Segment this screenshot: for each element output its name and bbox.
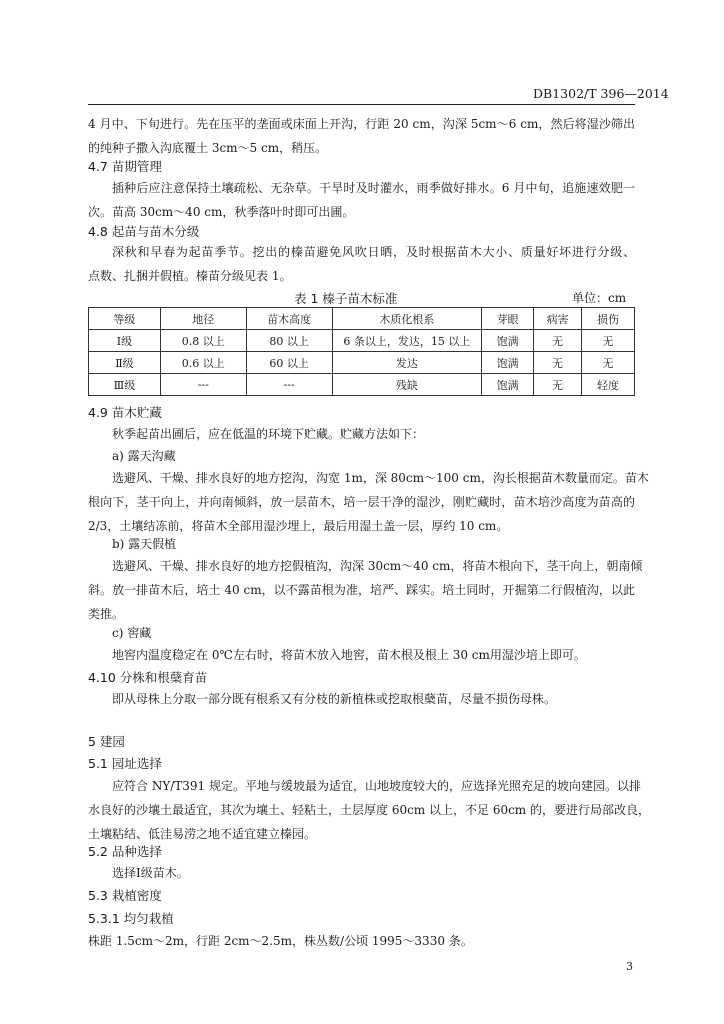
section-4-8-title: 4.8 起苗与苗木分级 (88, 224, 200, 239)
subsection-b-title: b) 露天假植 (112, 537, 177, 551)
table-cell: 无 (534, 330, 582, 352)
paragraph-5-1 (88, 774, 650, 846)
subsection-c-title: c) 窖藏 (112, 626, 152, 640)
table-cell: 无 (534, 352, 582, 374)
table-unit: 单位：cm (572, 291, 627, 305)
table-cell: 发达 (332, 352, 482, 374)
section-4-9-title: 4.9 苗木贮藏 (88, 405, 162, 420)
document-number: DB1302/T 396—2014 (533, 86, 669, 101)
table-cell: 饱满 (482, 352, 534, 374)
paragraph-sowing (88, 112, 635, 160)
text-line: 2/3，土壤结冻前，将苗木全部用湿沙埋上，最后用湿土盖一层，厚约 10 cm。 (88, 519, 509, 533)
page-number: 3 (626, 960, 633, 973)
text-line: 选避风、干燥、排水良好的地方挖假植沟，沟深 30cm～40 cm，将苗木根向下，茎干向上，朝南倾 (112, 559, 643, 573)
section-5-title: 5 建园 (88, 734, 125, 749)
table-cell: Ⅲ级 (89, 374, 161, 396)
section-4-10-title: 4.10 分株和根蘖育苗 (88, 670, 208, 685)
table-cell: 0.6 以上 (160, 352, 246, 374)
text-line: 水良好的沙壤土最适宜，其次为壤土、轻粘土，土层厚度 60cm 以上，不足 60cm 的，要进行局部改良， (88, 803, 650, 817)
paragraph-4-10 (88, 687, 635, 711)
table-cell: 无 (582, 330, 635, 352)
text-line: 土壤粘结、低洼易涝之地不适宜建立榛园。 (88, 827, 317, 841)
table-header-cell: 病害 (534, 308, 582, 330)
section-5-2-title: 5.2 品种选择 (88, 844, 162, 859)
text-line: 选择Ⅰ级苗木。 (112, 866, 189, 880)
text-line: 应符合 NY/T391 规定。平地与缓坡最为适宜，山地坡度较大的，应选择光照充足的坡向建园。以排 (112, 779, 642, 793)
paragraph-b (88, 554, 643, 626)
table-caption: 表 1 榛子苗木标准 (294, 291, 398, 306)
table-header-cell: 木质化根系 (332, 308, 482, 330)
paragraph-a (88, 466, 649, 538)
table-header-cell: 等级 (89, 308, 161, 330)
table-row (89, 330, 635, 352)
table-cell: 残缺 (332, 374, 482, 396)
text-line: 深秋和早春为起苗季节。挖出的榛苗避免风吹日晒，及时根据苗木大小、质量好坏进行分级、 (112, 245, 635, 259)
text-line: 选避风、干燥、排水良好的地方挖沟，沟宽 1m，深 80cm～100 cm，沟长根据苗木数量而定。苗木 (112, 471, 649, 485)
text-line: 即从母株上分取一部分既有根系又有分枝的新植株或挖取根蘖苗，尽量不损伤母株。 (112, 692, 557, 706)
paragraph-c (88, 643, 635, 667)
table-cell: 饱满 (482, 374, 534, 396)
table-cell: 饱满 (482, 330, 534, 352)
text-line: 株距 1.5cm～2m，行距 2cm～2.5m，株丛数/公顷 1995～3330 条。 (88, 934, 473, 948)
text-line: 地窖内温度稳定在 0℃左右时，将苗木放入地窖，苗木根及根上 30 cm用湿沙培上即可。 (112, 648, 586, 662)
table-header-row (89, 308, 635, 330)
table-cell: 无 (582, 352, 635, 374)
text-line: 插种后应注意保持土壤疏松、无杂草。干旱时及时灌水，雨季做好排水。6 月中旬，追施速效肥一 (112, 181, 635, 195)
text-line: 的纯种子撒入沟底覆土 3cm～5 cm，稍压。 (88, 141, 328, 155)
paragraph-4-8 (88, 240, 635, 288)
table-cell: 0.8 以上 (160, 330, 246, 352)
text-line: 4 月中、下旬进行。先在压平的垄面或床面上开沟，行距 20 cm，沟深 5cm～6 cm，然后将湿沙筛出 (88, 117, 635, 131)
table-cell: 80 以上 (246, 330, 332, 352)
table-header-cell: 芽眼 (482, 308, 534, 330)
header-rule (88, 104, 635, 105)
table-cell: 60 以上 (246, 352, 332, 374)
section-5-3-1-title: 5.3.1 均匀栽植 (88, 911, 174, 926)
section-5-1-title: 5.1 园址选择 (88, 756, 162, 771)
text-line: 秋季起苗出圃后，应在低温的环境下贮藏。贮藏方法如下： (112, 427, 425, 441)
text-line: 类推。 (88, 607, 125, 621)
table-cell: 6 条以上，发达，15 以上 (332, 330, 482, 352)
table-header-cell: 地径 (160, 308, 246, 330)
paragraph-5-3-1 (88, 929, 635, 953)
paragraph-5-2 (88, 861, 635, 885)
text-line: 次。苗高 30cm～40 cm，秋季落叶时即可出圃。 (88, 205, 355, 219)
table-cell: Ⅱ级 (89, 352, 161, 374)
table-row (89, 374, 635, 396)
table-cell: --- (246, 374, 332, 396)
table-cell: 轻度 (582, 374, 635, 396)
text-line: 点数、扎捆并假植。榛苗分级见表 1。 (88, 269, 292, 283)
section-4-7-title: 4.7 苗期管理 (88, 159, 162, 174)
subsection-a-title: a) 露天沟藏 (112, 449, 176, 463)
table-header-cell: 苗木高度 (246, 308, 332, 330)
paragraph-4-7 (88, 176, 635, 224)
seedling-standard-table (88, 307, 635, 396)
table-cell: --- (160, 374, 246, 396)
text-line: 斜。放一排苗木后，培土 40 cm，以不露苗根为准，培严、踩实。培土同时，开掘第二行假植沟，以此 (88, 583, 635, 597)
table-cell: Ⅰ级 (89, 330, 161, 352)
table-header-cell: 损伤 (582, 308, 635, 330)
paragraph-4-9-intro (88, 422, 635, 446)
section-5-3-title: 5.3 栽植密度 (88, 888, 162, 903)
table-cell: 无 (534, 374, 582, 396)
text-line: 根向下，茎干向上，并向南倾斜，放一层苗木，培一层干净的湿沙，刚贮藏时，苗木培沙高度为苗高的 (88, 495, 635, 509)
table-row (89, 352, 635, 374)
